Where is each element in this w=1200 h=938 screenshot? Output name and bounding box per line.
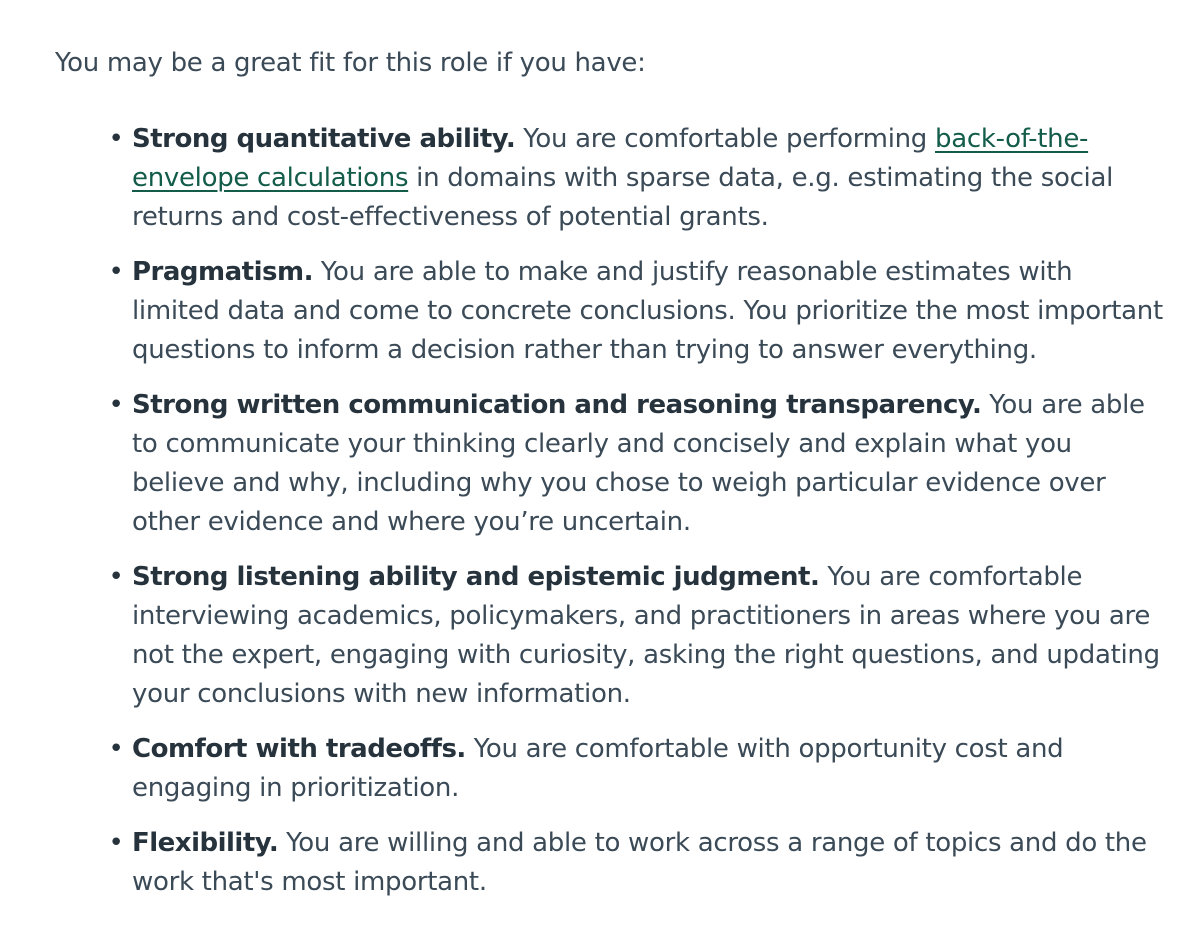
list-item-tradeoffs — [108, 730, 1165, 808]
bullet-icon: • — [108, 734, 124, 764]
back-of-envelope-link[interactable]: back-of-the-envelope calculations — [132, 124, 1089, 193]
item-body: You are comfortable performing — [515, 124, 935, 154]
bullet-icon: • — [108, 257, 124, 287]
list-item-flexibility — [108, 824, 1165, 902]
item-body: You are able to make and justify reasonable estimates with limited data and come to concrete conclusions. You prioritize the most important questions to inform a decision rather than trying to answer everything. — [132, 257, 1163, 365]
item-lead: Pragmatism. — [132, 257, 313, 287]
item-body: You are willing and able to work across a range of topics and do the work that's most important. — [132, 828, 1147, 897]
requirements-list — [55, 120, 1165, 902]
item-lead: Comfort with tradeoffs. — [132, 734, 466, 764]
bullet-icon: • — [108, 828, 124, 858]
bullet-icon: • — [108, 124, 124, 154]
item-body: You are able to communicate your thinking clearly and concisely and explain what you believe and why, including why you chose to weigh particular evidence over other evidence and where you’re uncertain. — [132, 390, 1145, 537]
list-item-written-communication — [108, 386, 1165, 542]
bullet-icon: • — [108, 562, 124, 592]
list-item-listening-ability — [108, 558, 1165, 714]
item-lead: Strong listening ability and epistemic judgment. — [132, 562, 820, 592]
intro-text: You may be a great fit for this role if you have: — [55, 48, 646, 78]
item-body: in domains with sparse data, e.g. estimating the social returns and cost-effectiveness of potential grants. — [132, 163, 1114, 232]
list-item-quantitative-ability — [108, 120, 1165, 237]
item-lead: Strong written communication and reasoning transparency. — [132, 390, 982, 420]
bullet-icon: • — [108, 390, 124, 420]
item-lead: Flexibility. — [132, 828, 279, 858]
item-body: You are comfortable with opportunity cost and engaging in prioritization. — [132, 734, 1064, 803]
item-body: You are comfortable interviewing academics, policymakers, and practitioners in areas where you are not the expert, engaging with curiosity, asking the right questions, and updating your conclusions with new information. — [132, 562, 1160, 709]
item-lead: Strong quantitative ability. — [132, 124, 516, 154]
job-requirements-section — [55, 44, 1165, 918]
list-item-pragmatism — [108, 253, 1165, 370]
